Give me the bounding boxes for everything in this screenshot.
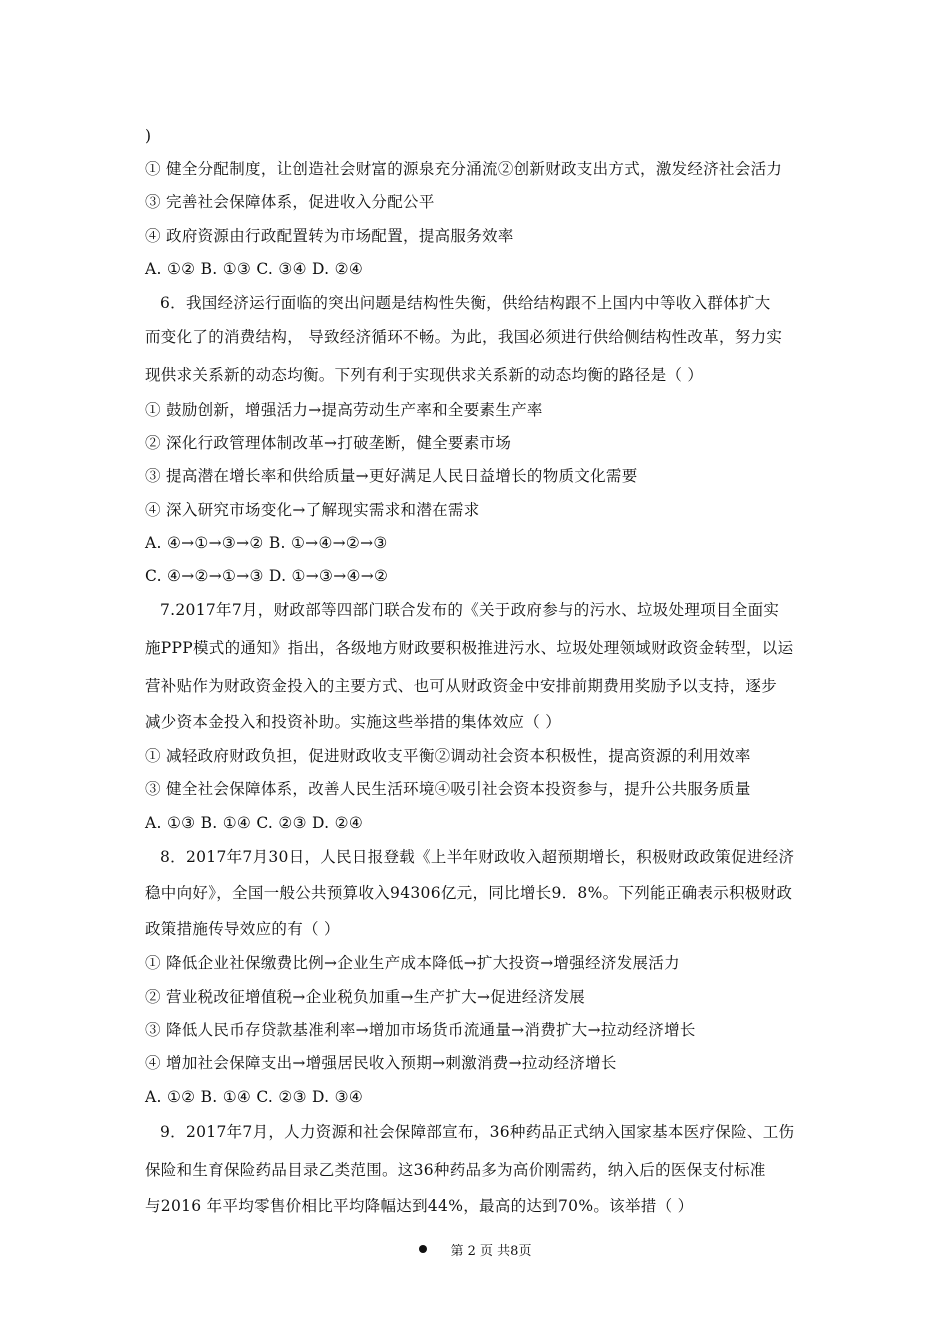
- question-9: 9．2017年7月，人力资源和社会保障部宣布，36种药品正式纳入国家基本医疗保险、工伤: [160, 1123, 795, 1141]
- question-8: 8．2017年7月30日，人民日报登载《上半年财政收入超预期增长，积极财政政策促进经济: [160, 848, 795, 866]
- text-line: ④ 深入研究市场变化→了解现实需求和潜在需求: [145, 501, 480, 519]
- text-line: 保险和生育保险药品目录乙类范围。这36种药品多为高价刚需药，纳入后的医保支付标准: [145, 1161, 766, 1179]
- text-line: ③ 降低人民币存贷款基准利率→增加市场货币流通量→消费扩大→拉动经济增长: [145, 1021, 696, 1039]
- question-6: 6．我国经济运行面临的突出问题是结构性失衡，供给结构跟不上国内中等收入群体扩大: [160, 294, 771, 312]
- text-line: ① 健全分配制度，让创造社会财富的源泉充分涌流②创新财政支出方式，激发经济社会活力: [145, 160, 783, 178]
- text-line: ① 减轻政府财政负担，促进财政收支平衡②调动社会资本积极性，提高资源的利用效率: [145, 747, 751, 765]
- text-line: 而变化了的消费结构， 导致经济循环不畅。为此，我国必须进行供给侧结构性改革，努力实: [145, 328, 783, 346]
- page-footer: [0, 1243, 950, 1261]
- text-line: 政策措施传导效应的有（ ）: [145, 920, 340, 938]
- text-line: ① 降低企业社保缴费比例→企业生产成本降低→扩大投资→增强经济发展活力: [145, 954, 680, 972]
- text-line: 与2016 年平均零售价相比平均降幅达到44%，最高的达到70%。该举措（ ）: [145, 1197, 694, 1215]
- page-number: 第 2 页 共8页: [450, 1244, 532, 1259]
- answer-options: A. ④→①→③→② B. ①→④→②→③: [145, 534, 388, 552]
- text-line: 营补贴作为财政资金投入的主要方式、也可从财政资金中安排前期费用奖励予以支持，逐步: [145, 677, 778, 695]
- bullet-dot-icon: [419, 1245, 427, 1253]
- text-line: ③ 健全社会保障体系，改善人民生活环境④吸引社会资本投资参与，提升公共服务质量: [145, 780, 751, 798]
- text-line: ④ 增加社会保障支出→增强居民收入预期→刺激消费→拉动经济增长: [145, 1054, 617, 1072]
- answer-options: A. ①② B. ①③ C. ③④ D. ②④: [145, 260, 364, 278]
- text-line: ③ 提高潜在增长率和供给质量→更好满足人民日益增长的物质文化需要: [145, 467, 638, 485]
- text-line: ② 营业税改征增值税→企业税负加重→生产扩大→促进经济发展: [145, 988, 586, 1006]
- text-line: ③ 完善社会保障体系，促进收入分配公平: [145, 193, 435, 211]
- text-line: 施PPP模式的通知》指出，各级地方财政要积极推进污水、垃圾处理领域财政资金转型，以运: [145, 639, 794, 657]
- text-line: ① 鼓励创新，增强活力→提高劳动生产率和全要素生产率: [145, 401, 543, 419]
- answer-options: C. ④→②→①→③ D. ①→③→④→②: [145, 567, 389, 585]
- text-line: 稳中向好》，全国一般公共预算收入94306亿元，同比增长9．8%。下列能正确表示积极财政: [145, 884, 793, 902]
- text-line: ④ 政府资源由行政配置转为市场配置，提高服务效率: [145, 227, 514, 245]
- text-line: 现供求关系新的动态均衡。下列有利于实现供求关系新的动态均衡的路径是（ ）: [145, 366, 704, 384]
- answer-options: A. ①② B. ①④ C. ②③ D. ③④: [145, 1088, 364, 1106]
- text-line: 减少资本金投入和投资补助。实施这些举措的集体效应（ ）: [145, 713, 562, 731]
- question-7: 7.2017年7月，财政部等四部门联合发布的《关于政府参与的污水、垃圾处理项目全面实: [160, 601, 780, 619]
- text-line: ): [145, 127, 152, 145]
- answer-options: A. ①③ B. ①④ C. ②③ D. ②④: [145, 814, 364, 832]
- text-line: ② 深化行政管理体制改革→打破垄断，健全要素市场: [145, 434, 512, 452]
